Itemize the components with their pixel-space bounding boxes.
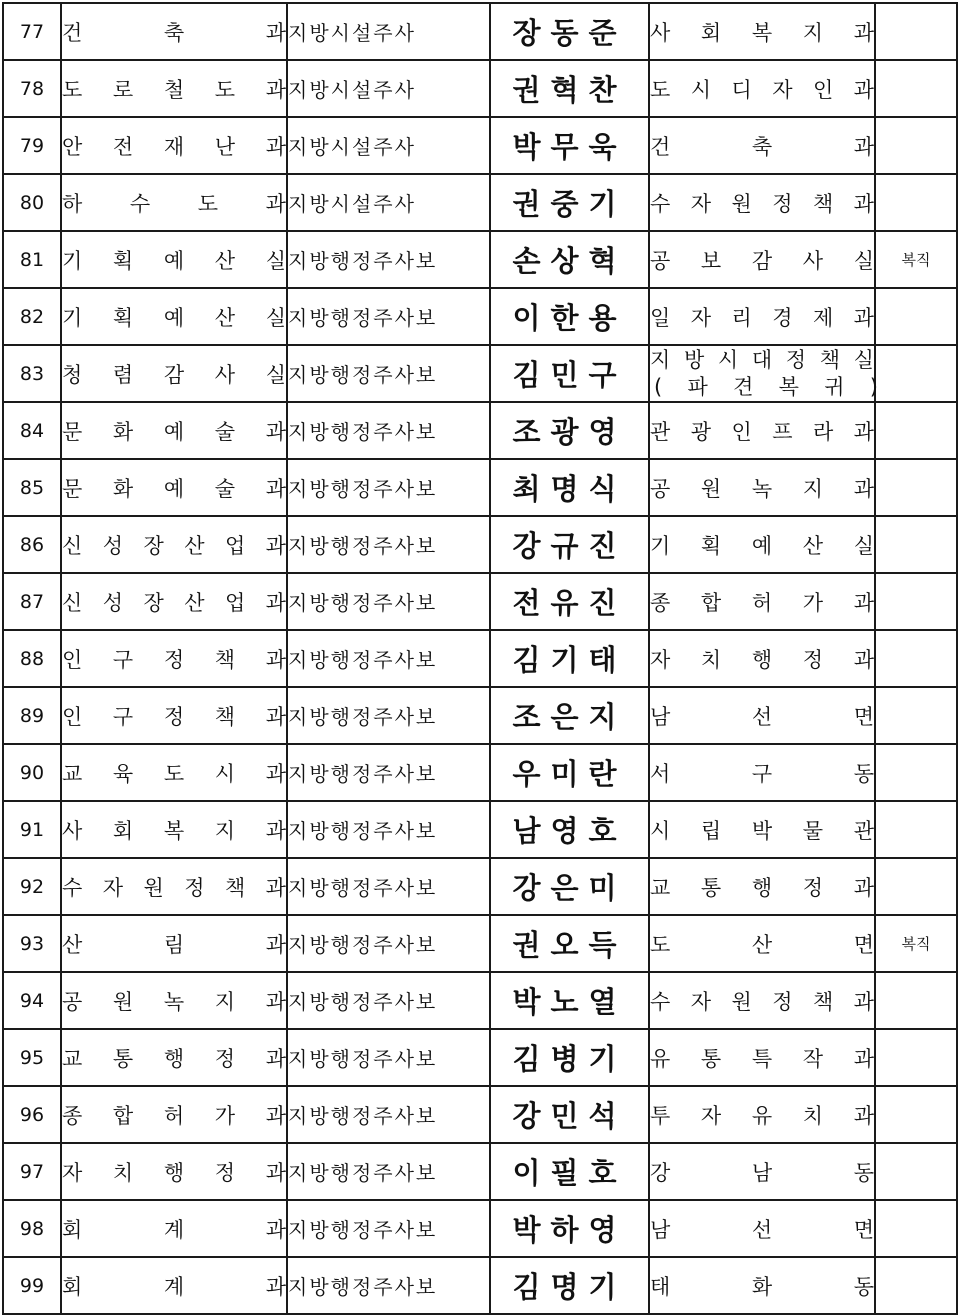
new-department (649, 744, 875, 801)
new-department (649, 231, 875, 288)
employee-name: 장동준 (490, 3, 649, 60)
current-department (61, 1257, 287, 1314)
job-grade: 지방행정주사보 (287, 1086, 490, 1143)
spread-text: 청 렴 감 사 실 (62, 362, 286, 387)
table-row (3, 117, 957, 174)
job-grade: 지방행정주사보 (287, 1200, 490, 1257)
remarks: 복직 (875, 915, 957, 972)
employee-name: 박무욱 (490, 117, 649, 174)
spread-text: 회 계 과 (62, 1217, 286, 1242)
row-number: 93 (3, 915, 61, 972)
job-grade: 지방시설주사 (287, 174, 490, 231)
new-department (649, 858, 875, 915)
current-department (61, 345, 287, 402)
remarks (875, 3, 957, 60)
new-department (649, 60, 875, 117)
new-department (649, 1143, 875, 1200)
remarks (875, 117, 957, 174)
remarks (875, 345, 957, 402)
job-grade: 지방행정주사보 (287, 801, 490, 858)
row-number: 89 (3, 687, 61, 744)
new-department (649, 1257, 875, 1314)
table-row (3, 915, 957, 972)
employee-name: 강은미 (490, 858, 649, 915)
row-number: 96 (3, 1086, 61, 1143)
row-number: 87 (3, 573, 61, 630)
spread-text: 인 구 정 책 과 (62, 704, 286, 729)
table-row (3, 1143, 957, 1200)
new-department (649, 687, 875, 744)
personnel-table (2, 2, 958, 1315)
row-number: 91 (3, 801, 61, 858)
spread-text: 관 광 인 프 라 과 (650, 419, 874, 444)
table-row (3, 3, 957, 60)
table-row (3, 801, 957, 858)
remarks (875, 1143, 957, 1200)
job-grade: 지방행정주사보 (287, 231, 490, 288)
remarks (875, 573, 957, 630)
job-grade: 지방행정주사보 (287, 1143, 490, 1200)
employee-name: 박노열 (490, 972, 649, 1029)
current-department (61, 744, 287, 801)
spread-text: 남 선 면 (650, 1217, 874, 1242)
spread-text: 사 회 복 지 과 (650, 20, 874, 45)
job-grade: 지방행정주사보 (287, 687, 490, 744)
employee-name: 박하영 (490, 1200, 649, 1257)
new-department (649, 801, 875, 858)
employee-name: 강규진 (490, 516, 649, 573)
row-number: 83 (3, 345, 61, 402)
spread-text: 유 통 특 작 과 (650, 1046, 874, 1071)
new-department (649, 117, 875, 174)
spread-text: 남 선 면 (650, 704, 874, 729)
row-number: 95 (3, 1029, 61, 1086)
job-grade: 지방행정주사보 (287, 516, 490, 573)
employee-name: 권중기 (490, 174, 649, 231)
spread-text: 신 성 장 산 업 과 (62, 590, 286, 615)
spread-text: 수 자 원 정 책 과 (650, 989, 874, 1014)
row-number: 86 (3, 516, 61, 573)
new-department (649, 288, 875, 345)
current-department (61, 1143, 287, 1200)
row-number: 81 (3, 231, 61, 288)
job-grade: 지방행정주사보 (287, 1257, 490, 1314)
spread-text: 수 자 원 정 책 과 (62, 875, 286, 900)
job-grade: 지방시설주사 (287, 60, 490, 117)
spread-text: 산 림 과 (62, 932, 286, 957)
employee-name: 남영호 (490, 801, 649, 858)
table-row (3, 1029, 957, 1086)
employee-name: 강민석 (490, 1086, 649, 1143)
spread-text: 공 보 감 사 실 (650, 248, 874, 273)
row-number: 78 (3, 60, 61, 117)
spread-text: 인 구 정 책 과 (62, 647, 286, 672)
current-department (61, 972, 287, 1029)
employee-name: 김병기 (490, 1029, 649, 1086)
row-number: 79 (3, 117, 61, 174)
remarks (875, 858, 957, 915)
remarks (875, 459, 957, 516)
row-number: 82 (3, 288, 61, 345)
table-row (3, 459, 957, 516)
spread-text: 안 전 재 난 과 (62, 134, 286, 159)
new-department (649, 1029, 875, 1086)
remarks (875, 60, 957, 117)
table-row (3, 402, 957, 459)
current-department (61, 231, 287, 288)
job-grade: 지방행정주사보 (287, 858, 490, 915)
row-number: 90 (3, 744, 61, 801)
spread-text: 도 산 면 (650, 932, 874, 957)
row-number: 88 (3, 630, 61, 687)
employee-name: 우미란 (490, 744, 649, 801)
spread-text: 기 획 예 산 실 (62, 305, 286, 330)
job-grade: 지방행정주사보 (287, 402, 490, 459)
current-department (61, 858, 287, 915)
new-department (649, 972, 875, 1029)
current-department (61, 1200, 287, 1257)
spread-text: 기 획 예 산 실 (62, 248, 286, 273)
row-number: 80 (3, 174, 61, 231)
employee-name: 김민구 (490, 345, 649, 402)
new-department (649, 630, 875, 687)
row-number: 77 (3, 3, 61, 60)
spread-text: 강 남 동 (650, 1160, 874, 1185)
spread-text: 교 통 행 정 과 (62, 1046, 286, 1071)
table-row (3, 858, 957, 915)
spread-text: 자 치 행 정 과 (650, 647, 874, 672)
table-row (3, 174, 957, 231)
job-grade: 지방행정주사보 (287, 972, 490, 1029)
remarks (875, 1257, 957, 1314)
table-row (3, 231, 957, 288)
remarks (875, 972, 957, 1029)
job-grade: 지방행정주사보 (287, 630, 490, 687)
current-department (61, 60, 287, 117)
spread-text: 건 축 과 (650, 134, 874, 159)
current-department (61, 3, 287, 60)
job-grade: 지방행정주사보 (287, 915, 490, 972)
new-department-two-line (650, 347, 878, 401)
row-number: 84 (3, 402, 61, 459)
remarks (875, 1086, 957, 1143)
new-department (649, 402, 875, 459)
employee-name: 권혁찬 (490, 60, 649, 117)
remarks (875, 174, 957, 231)
job-grade: 지방행정주사보 (287, 744, 490, 801)
spread-text: 서 구 동 (650, 761, 874, 786)
remarks (875, 687, 957, 744)
new-department (649, 516, 875, 573)
current-department (61, 402, 287, 459)
row-number: 94 (3, 972, 61, 1029)
job-grade: 지방행정주사보 (287, 288, 490, 345)
spread-text: 종 합 허 가 과 (650, 590, 874, 615)
employee-name: 조은지 (490, 687, 649, 744)
employee-name: 조광영 (490, 402, 649, 459)
new-department (649, 573, 875, 630)
row-number: 98 (3, 1200, 61, 1257)
employee-name: 최명식 (490, 459, 649, 516)
remarks (875, 801, 957, 858)
employee-name: 전유진 (490, 573, 649, 630)
row-number: 97 (3, 1143, 61, 1200)
dispatch-return-note: ( 파 견 복 귀 ) (654, 374, 878, 399)
current-department (61, 630, 287, 687)
spread-text: 건 축 과 (62, 20, 286, 45)
spread-text: 교 통 행 정 과 (650, 875, 874, 900)
employee-name: 이한용 (490, 288, 649, 345)
table-row (3, 60, 957, 117)
new-department (649, 1086, 875, 1143)
spread-text: 사 회 복 지 과 (62, 818, 286, 843)
spread-text: 신 성 장 산 업 과 (62, 533, 286, 558)
job-grade: 지방행정주사보 (287, 573, 490, 630)
employee-name: 손상혁 (490, 231, 649, 288)
row-number: 85 (3, 459, 61, 516)
current-department (61, 573, 287, 630)
spread-text: 기 획 예 산 실 (650, 533, 874, 558)
table-row (3, 345, 957, 402)
job-grade: 지방행정주사보 (287, 459, 490, 516)
spread-text: 자 치 행 정 과 (62, 1160, 286, 1185)
remarks (875, 1200, 957, 1257)
spread-text: 시 립 박 물 관 (650, 818, 874, 843)
spread-text: 공 원 녹 지 과 (62, 989, 286, 1014)
employee-name: 이필호 (490, 1143, 649, 1200)
remarks: 복직 (875, 231, 957, 288)
remarks (875, 744, 957, 801)
spread-text: 수 자 원 정 책 과 (650, 191, 874, 216)
job-grade: 지방시설주사 (287, 117, 490, 174)
spread-text: 문 화 예 술 과 (62, 476, 286, 501)
row-number: 99 (3, 1257, 61, 1314)
table-row (3, 1086, 957, 1143)
table-row (3, 744, 957, 801)
remarks (875, 1029, 957, 1086)
remarks (875, 288, 957, 345)
job-grade: 지방시설주사 (287, 3, 490, 60)
remarks (875, 402, 957, 459)
spread-text: 태 화 동 (650, 1274, 874, 1299)
spread-text: 종 합 허 가 과 (62, 1103, 286, 1128)
table-row (3, 687, 957, 744)
spread-text: 공 원 녹 지 과 (650, 476, 874, 501)
current-department (61, 516, 287, 573)
spread-text: 도 로 철 도 과 (62, 77, 286, 102)
spread-text: 문 화 예 술 과 (62, 419, 286, 444)
spread-text: 회 계 과 (62, 1274, 286, 1299)
spread-text: 지 방 시 대 정 책 실 (650, 347, 874, 372)
current-department (61, 1029, 287, 1086)
new-department (649, 915, 875, 972)
new-department (649, 3, 875, 60)
spread-text: 일 자 리 경 제 과 (650, 305, 874, 330)
current-department (61, 915, 287, 972)
employee-name: 김명기 (490, 1257, 649, 1314)
new-department (649, 459, 875, 516)
current-department (61, 174, 287, 231)
spread-text: 하 수 도 과 (62, 191, 286, 216)
employee-name: 권오득 (490, 915, 649, 972)
spread-text: 투 자 유 치 과 (650, 1103, 874, 1128)
remarks (875, 630, 957, 687)
table-row (3, 573, 957, 630)
row-number: 92 (3, 858, 61, 915)
new-department (649, 345, 878, 402)
current-department (61, 687, 287, 744)
table-row (3, 516, 957, 573)
table-row (3, 1257, 957, 1314)
job-grade: 지방행정주사보 (287, 1029, 490, 1086)
current-department (61, 801, 287, 858)
current-department (61, 459, 287, 516)
table-row (3, 288, 957, 345)
remarks (875, 516, 957, 573)
spread-text: 도 시 디 자 인 과 (650, 77, 874, 102)
employee-name: 김기태 (490, 630, 649, 687)
new-department (649, 1200, 875, 1257)
job-grade: 지방행정주사보 (287, 345, 490, 402)
current-department (61, 117, 287, 174)
new-department (649, 174, 875, 231)
table-row (3, 972, 957, 1029)
table-row (3, 1200, 957, 1257)
table-row (3, 630, 957, 687)
spread-text: 교 육 도 시 과 (62, 761, 286, 786)
personnel-table-body (3, 3, 957, 1314)
current-department (61, 288, 287, 345)
current-department (61, 1086, 287, 1143)
